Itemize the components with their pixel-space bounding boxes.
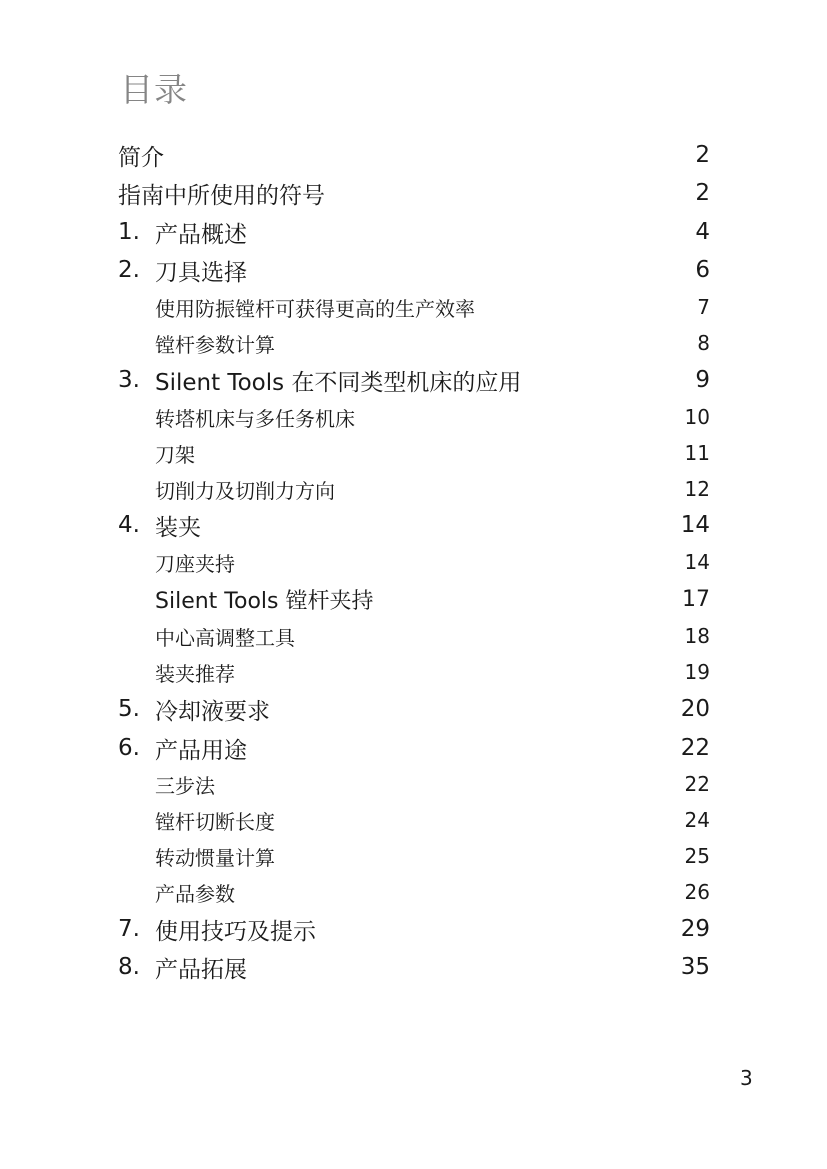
toc-chapter-entry[interactable]: [118, 252, 710, 288]
toc-entry-title: [118, 913, 316, 946]
toc-entry-title: [118, 139, 164, 172]
toc-chapter-number: 8.: [118, 954, 140, 980]
toc-entry-label: 使用技巧及提示: [155, 918, 316, 945]
toc-section-entry[interactable]: [118, 401, 710, 433]
toc-chapter-number: 3.: [118, 367, 140, 393]
toc-section-entry[interactable]: [118, 327, 710, 359]
page-title: 目录: [120, 70, 188, 109]
toc-entry-page: 18: [684, 624, 710, 648]
toc-entry-page: 2: [695, 142, 710, 168]
toc-chapter-number: 4.: [118, 512, 140, 538]
toc-chapter-entry[interactable]: [118, 137, 710, 173]
toc-chapter-entry[interactable]: [118, 362, 710, 398]
toc-chapter-entry[interactable]: [118, 691, 710, 727]
toc-entry-page: 25: [684, 844, 710, 868]
toc-entry-label: Silent Tools 镗杆夹持: [155, 588, 374, 614]
toc-section-entry[interactable]: [118, 546, 710, 578]
toc-section-entry[interactable]: [118, 291, 710, 323]
toc-entry-page: 19: [684, 660, 710, 684]
toc-entry-label: 简介: [118, 144, 164, 171]
toc-entry-page: 17: [682, 586, 710, 612]
toc-section-entry[interactable]: [118, 582, 710, 616]
toc-entry-label: 刀座夹持: [155, 551, 235, 576]
toc-entry-page: 6: [695, 257, 710, 283]
toc-entry-label: 产品参数: [155, 881, 235, 906]
toc-entry-title: [118, 293, 475, 322]
toc-entry-label: 三步法: [155, 773, 215, 798]
toc-entry-label: 中心高调整工具: [155, 625, 295, 650]
toc-entry-page: 10: [684, 405, 710, 429]
toc-section-entry[interactable]: [118, 840, 710, 872]
toc-entry-title: [118, 439, 195, 468]
toc-section-entry[interactable]: [118, 804, 710, 836]
toc-entry-title: [118, 403, 355, 432]
toc-chapter-number: 2.: [118, 257, 140, 283]
toc-entry-page: 22: [684, 772, 710, 796]
toc-entry-title: [118, 475, 335, 504]
toc-entry-title: [118, 177, 325, 210]
toc-entry-label: 产品用途: [155, 737, 247, 764]
toc-entry-label: 镗杆参数计算: [155, 332, 275, 357]
toc-entry-label: 指南中所使用的符号: [118, 182, 325, 209]
toc-chapter-entry[interactable]: [118, 214, 710, 250]
toc-entry-page: 14: [684, 550, 710, 574]
toc-entry-page: 24: [684, 808, 710, 832]
toc-entry-page: 22: [680, 735, 710, 761]
toc-entry-title: [118, 732, 247, 765]
toc-chapter-number: 5.: [118, 696, 140, 722]
toc-chapter-entry[interactable]: [118, 949, 710, 985]
toc-entry-label: 镗杆切断长度: [155, 809, 275, 834]
toc-entry-page: 29: [680, 916, 710, 942]
toc-chapter-entry[interactable]: [118, 175, 710, 211]
toc-entry-page: 26: [684, 880, 710, 904]
toc-section-entry[interactable]: [118, 620, 710, 652]
toc-entry-title: [118, 364, 521, 397]
toc-chapter-number: 1.: [118, 219, 140, 245]
toc-entry-page: 12: [684, 477, 710, 501]
toc-entry-page: 9: [695, 367, 710, 393]
toc-chapter-number: 6.: [118, 735, 140, 761]
toc-entry-label: 转塔机床与多任务机床: [155, 406, 355, 431]
toc-entry-title: [118, 770, 215, 799]
toc-entry-label: 产品拓展: [155, 956, 247, 983]
toc-chapter-entry[interactable]: [118, 730, 710, 766]
toc-entry-page: 8: [697, 331, 710, 355]
toc-entry-title: [118, 216, 247, 249]
toc-entry-title: [118, 693, 270, 726]
toc-entry-title: [118, 584, 373, 615]
toc-entry-page: 11: [684, 441, 710, 465]
page-number: 3: [740, 1066, 753, 1090]
toc-entry-label: 刀具选择: [155, 259, 247, 286]
toc-entry-page: 20: [680, 696, 710, 722]
toc-chapter-entry[interactable]: [118, 911, 710, 947]
toc-entry-title: [118, 509, 201, 542]
toc-entry-page: 35: [680, 954, 710, 980]
toc-entry-page: 14: [680, 512, 710, 538]
toc-entry-label: 转动惯量计算: [155, 845, 275, 870]
toc-entry-title: [118, 806, 275, 835]
toc-section-entry[interactable]: [118, 768, 710, 800]
toc-section-entry[interactable]: [118, 437, 710, 469]
toc-chapter-number: 7.: [118, 916, 140, 942]
toc-entry-page: 4: [695, 219, 710, 245]
toc-section-entry[interactable]: [118, 656, 710, 688]
toc-entry-label: 装夹推荐: [155, 661, 235, 686]
toc-entry-page: 7: [697, 295, 710, 319]
toc-entry-label: 刀架: [155, 442, 195, 467]
toc-section-entry[interactable]: [118, 473, 710, 505]
toc-chapter-entry[interactable]: [118, 507, 710, 543]
toc-entry-label: 装夹: [155, 514, 201, 541]
toc-entry-label: 冷却液要求: [155, 698, 270, 725]
toc-entry-title: [118, 254, 247, 287]
toc-entry-label: 产品概述: [155, 221, 247, 248]
toc-entry-title: [118, 548, 235, 577]
toc-entry-title: [118, 878, 235, 907]
toc-entry-title: [118, 329, 275, 358]
toc-entry-title: [118, 622, 295, 651]
toc-entry-title: [118, 951, 247, 984]
toc-entry-label: 切削力及切削力方向: [155, 478, 335, 503]
toc-entry-label: 使用防振镗杆可获得更高的生产效率: [155, 296, 475, 321]
toc-entry-page: 2: [695, 180, 710, 206]
toc-entry-title: [118, 842, 275, 871]
toc-section-entry[interactable]: [118, 876, 710, 908]
toc-entry-label: Silent Tools 在不同类型机床的应用: [155, 369, 522, 396]
toc-entry-title: [118, 658, 235, 687]
